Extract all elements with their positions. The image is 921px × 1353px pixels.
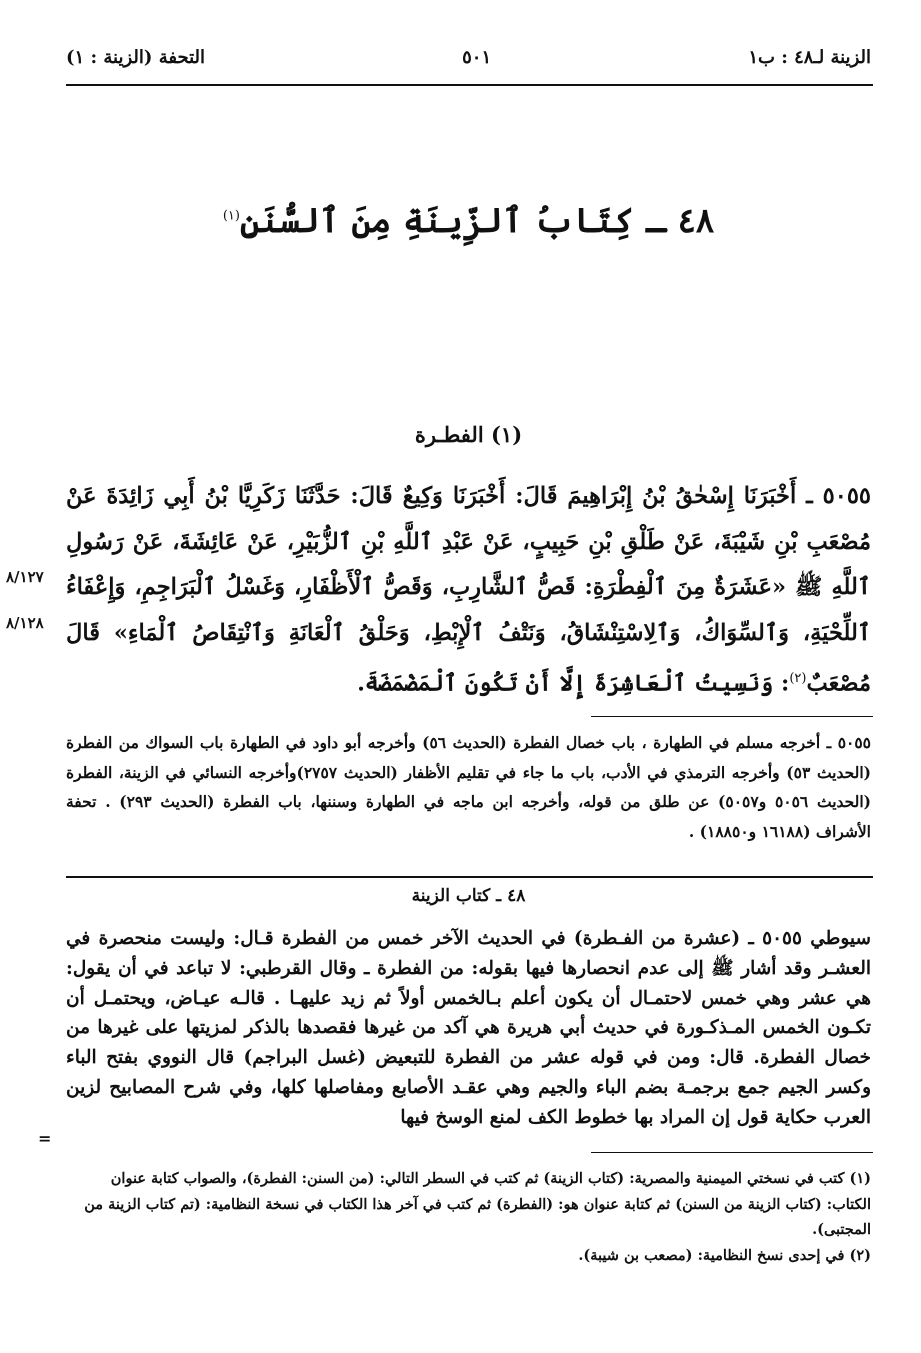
footnote-2: (٢) في إحدى نسخ النظامية: (مصعب بن شيبة). — [578, 1246, 871, 1264]
header-book-ref: الزينة لـ٤٨ : ب١ — [748, 46, 871, 68]
book-title — [66, 200, 871, 241]
footnotes — [66, 1166, 871, 1268]
hadith-number: ٥٠٥٥ ـ — [806, 483, 871, 509]
book-title-footnote-ref: (١) — [222, 208, 240, 224]
commentary-title: ٤٨ ـ كتاب الزينة — [411, 886, 526, 906]
margin-ref: ٨/١٢٧ — [6, 568, 44, 586]
continuation-mark: = — [38, 1129, 52, 1148]
commentary-rule — [66, 876, 873, 878]
header-tuhfa-ref: التحفة (الزينة : ١) — [66, 46, 205, 68]
page-header — [66, 40, 871, 74]
hadith-footnote-ref: (٢) — [789, 671, 807, 686]
hadith-text-end: : وَنَسِيتُ ٱلْعَاشِرَةَ إِلَّا أَنْ تَكُونَ ٱلْمَضْمَضَةَ. — [357, 670, 790, 697]
footnotes-rule — [591, 1152, 873, 1153]
takhrij-rule — [591, 716, 873, 717]
margin-ref: ٨/١٢٨ — [6, 614, 44, 632]
footnote-1: (١) كتب في نسختي الميمنية والمصرية: (كتاب الزينة) ثم كتب في السطر التالي: (من السنن: الفطرة)، والصواب كتابة عنوان الكتاب: (كتاب الزينة من السنن) ثم كتابة عنوان هو: (الفطرة) ثم كتب في آخر هذا الكتاب في نسخة النظامية: (تم كتاب الزينة من المجتبى). — [84, 1170, 871, 1238]
chapter-title: (١) الفطـرة — [414, 422, 523, 447]
hadith-5055 — [66, 474, 871, 707]
book-title-text: ٤٨ ـ كِتَابُ ٱلزِّينَةِ مِنَ ٱلسُّنَنِ — [239, 201, 715, 241]
header-rule — [66, 84, 873, 86]
commentary-text: سيوطي ٥٠٥٥ ـ (عشرة من الفـطرة) في الحديث الآخر خمس من الفطرة قـال: وليست منحصرة في العشـر وقد أشار ﷺ إلى عدم انحصارها فيها بقوله: من الفطرة ـ وقال القرطبي: لا تباعد في أن يقول: هي عشر وهي خمس لاحتمـال أن يكون أعلم بـالخمس أولاً ثم زيد عليهـا . قالـه عيـاض، ويحتمـل أن تكـون الخمس المـذكـورة في حديث أبي هريرة هي آكد من غيرها فقصدها بالذكر لمزيتها على غيرها من خصال الفطرة. قال: ومن في قوله عشر من الفطرة للتبعيض (غسل البراجم) قال النووي بفتح الباء وكسر الجيم جمع برجمـة بضم الباء والجيم وهي عقـد الأصابع ومفاصلها كلها، وفي شرح المصابيح لزين العرب حكاية قول إن المراد بها خطوط الكف لمنع الوسخ فيها — [66, 928, 871, 1128]
hadith-text: أَخْبَرَنَا إِسْحٰقُ بْنُ إِبْرَاهِيمَ قَالَ: أَخْبَرَنَا وَكِيعٌ قَالَ: حَدَّثَنَا زَكَرِيَّا بْنُ أَبِي زَائِدَةَ عَنْ مُصْعَبِ بْنِ شَيْبَةَ، عَنْ طَلْقِ بْنِ حَبِيبٍ، عَنْ عَبْدِ ٱللَّهِ بْنِ ٱلزُّبَيْرِ، عَنْ عَائِشَةَ، عَنْ رَسُولِ ٱللَّهِ ﷺ «عَشَرَةٌ مِنَ ٱلْفِطْرَةِ: قَصُّ ٱلشَّارِبِ، وَقَصُّ ٱلْأَظْفَارِ، وَغَسْلُ ٱلْبَرَاجِمِ، وَإِعْفَاءُ ٱللِّحْيَةِ، وَٱلسِّوَاكُ، وَٱلِاسْتِنْشَاقُ، وَنَتْفُ ٱلْإِبْطِ، وَحَلْقُ ٱلْعَانَةِ وَٱنْتِقَاصُ ٱلْمَاءِ» قَالَ مُصْعَبٌ — [66, 483, 871, 697]
takhrij-note: ٥٠٥٥ ـ أخرجه مسلم في الطهارة ، باب خصال الفطرة (الحديث ٥٦) وأخرجه أبو داود في الطهارة باب السواك من الفطرة (الحديث ٥٣) وأخرجه الترمذي في الأدب، باب ما جاء في تقليم الأظفار (الحديث ٢٧٥٧)وأخرجه النسائي في الزينة، الفطرة (الحديث ٥٠٥٦ و٥٠٥٧) عن طلق من قوله، وأخرجه ابن ماجه في الطهارة وسننها، باب الفطرة (الحديث ٢٩٣) . تحفة الأشراف (١٦١٨٨ و١٨٨٥٠) . — [66, 733, 872, 841]
page-number: ٥٠١ — [462, 46, 492, 68]
